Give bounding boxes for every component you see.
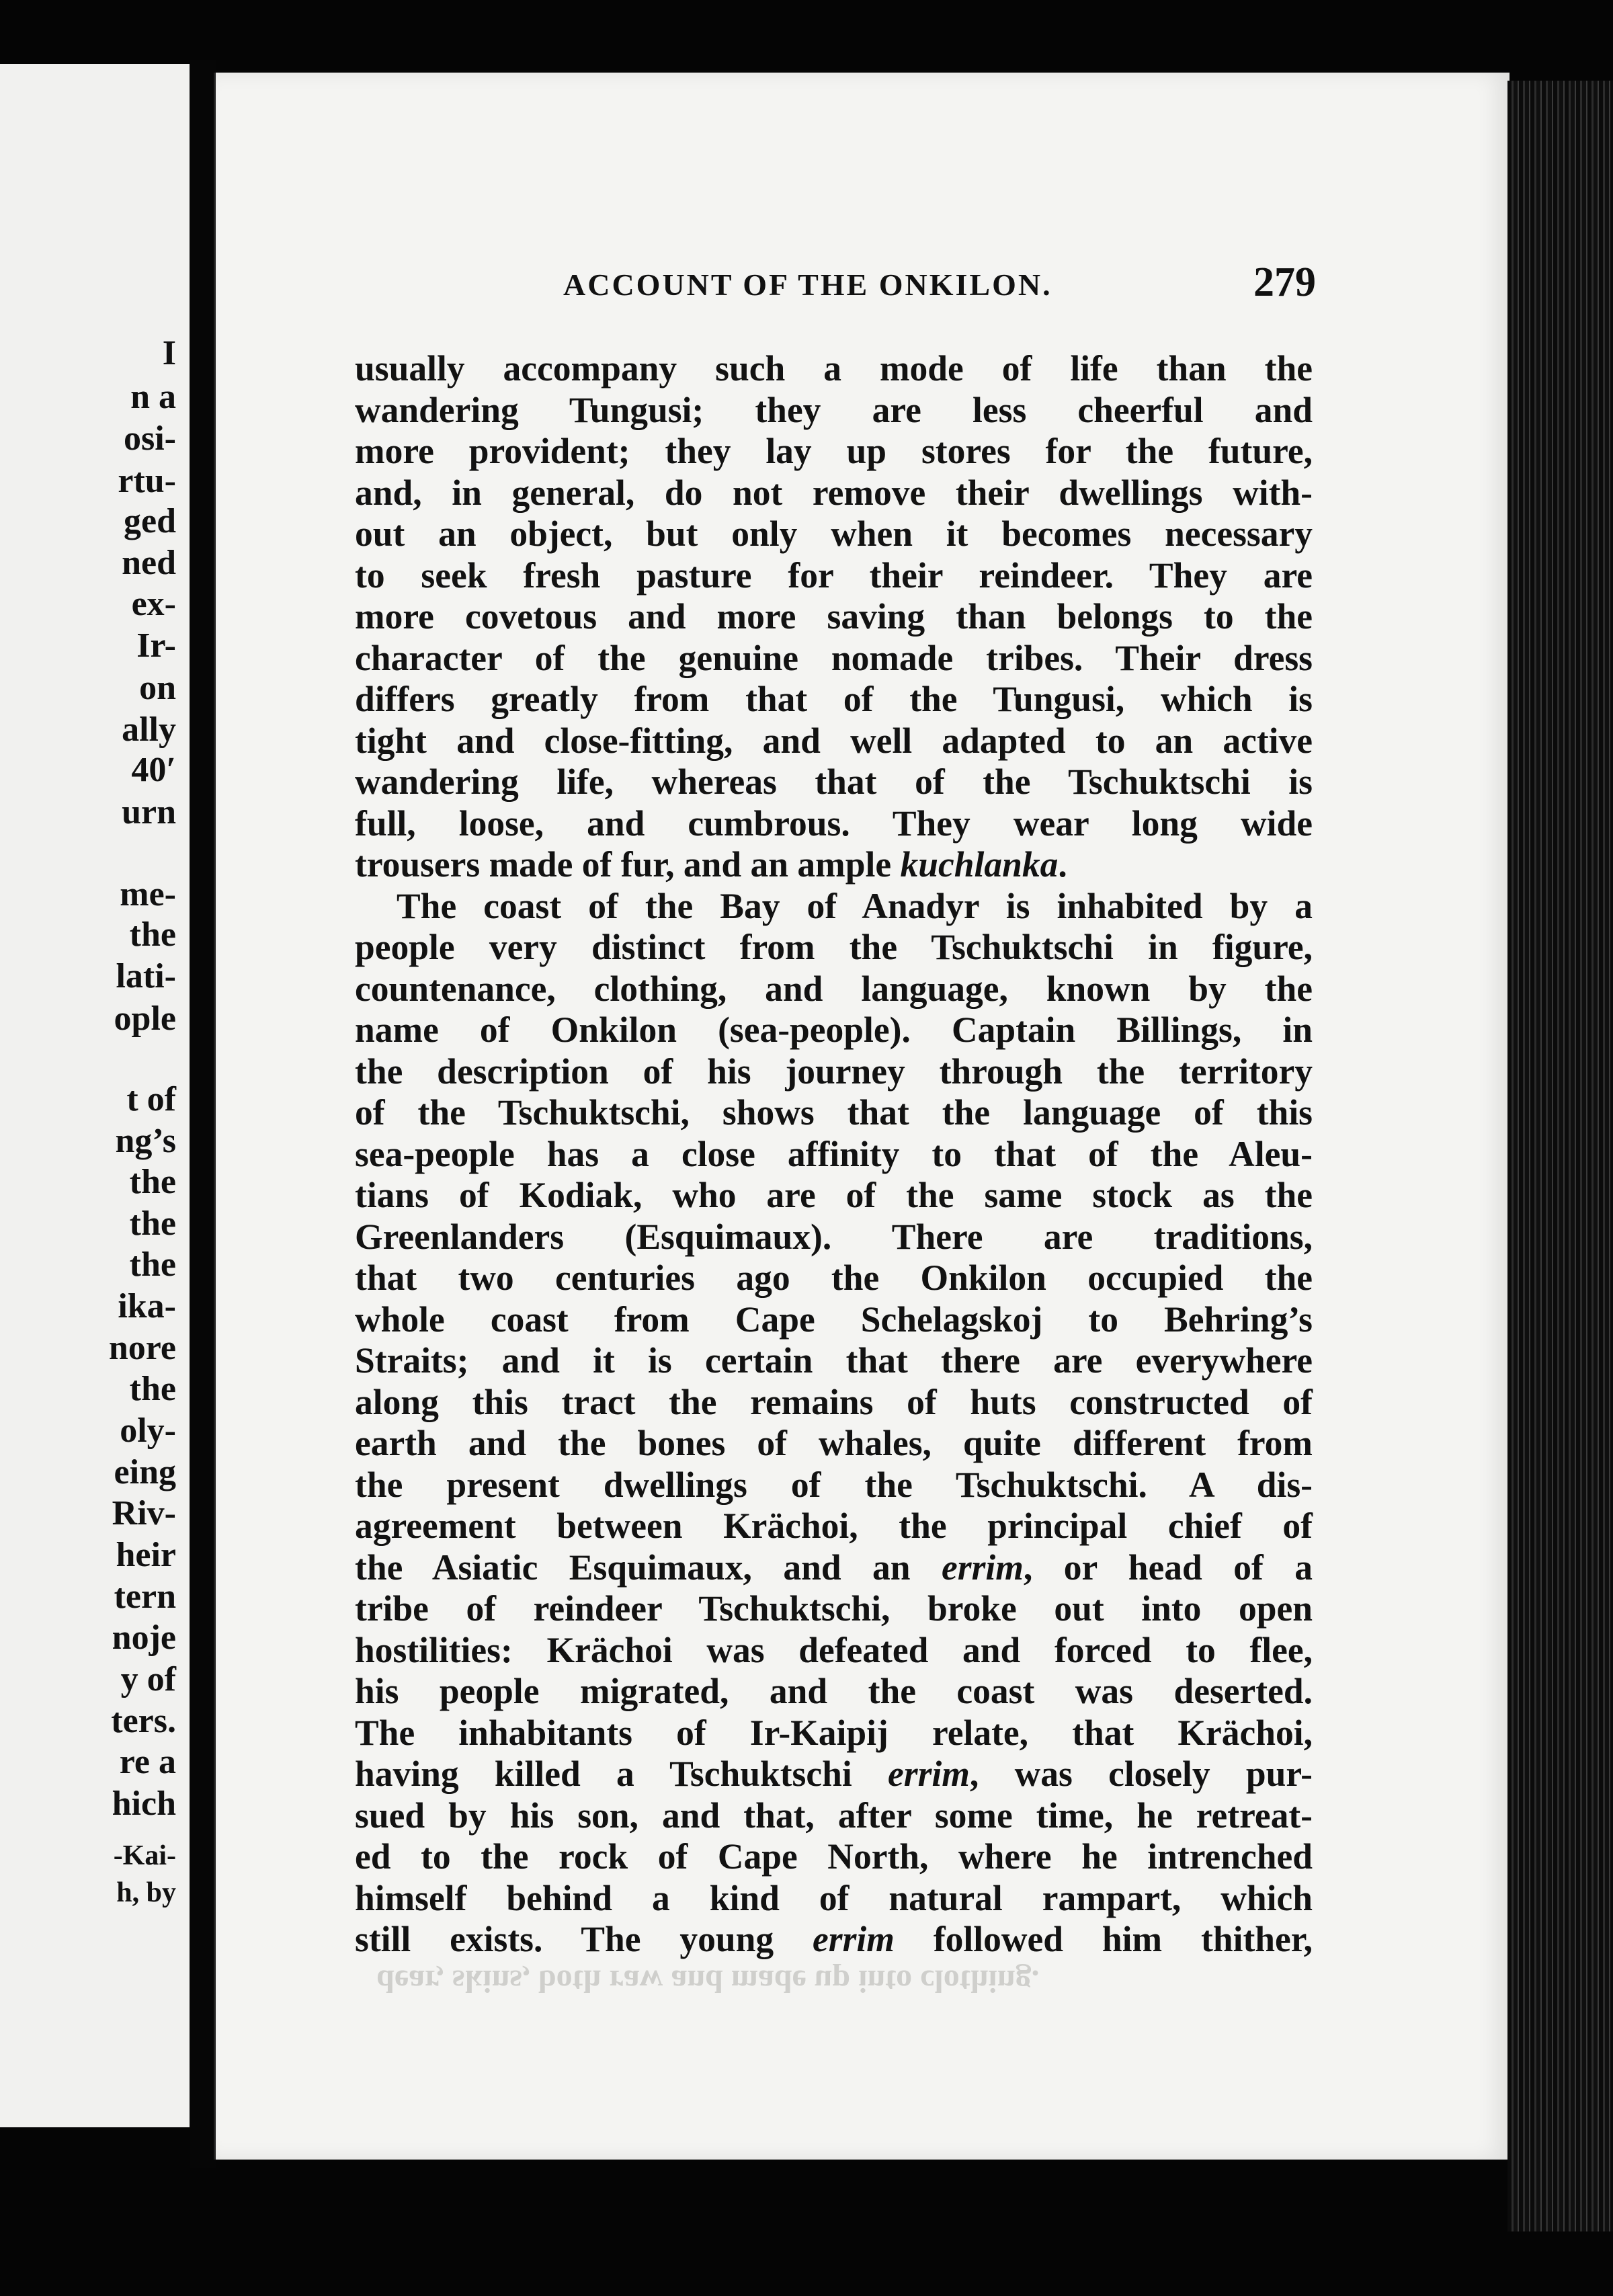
italic-term: errim bbox=[813, 1919, 895, 1959]
facing-page-line-fragment: Ir- bbox=[136, 626, 176, 665]
text-line: tians of Kodiak, who are of the same stock as the bbox=[355, 1175, 1313, 1215]
facing-page-line-fragment: osi- bbox=[124, 419, 176, 458]
facing-page-line-fragment: ned bbox=[122, 544, 176, 582]
text-line: the description of his journey through the territory bbox=[355, 1051, 1313, 1092]
text-line: differs greatly from that of the Tungusi, which is bbox=[355, 679, 1313, 719]
text-line: more covetous and more saving than belongs to the bbox=[355, 596, 1313, 637]
text-line: tight and close-fitting, and well adapted to an active bbox=[355, 720, 1313, 761]
text-line bbox=[355, 844, 1313, 886]
page-header bbox=[563, 259, 1316, 313]
facing-page-line-fragment: n a bbox=[130, 378, 176, 416]
book-edge bbox=[1507, 81, 1613, 2231]
facing-page-line-fragment: ika- bbox=[118, 1287, 176, 1325]
text-line: The inhabitants of Ir-Kaipij relate, that Krächoi, bbox=[355, 1712, 1313, 1753]
text-line: Straits; and it is certain that there are everywhere bbox=[355, 1340, 1313, 1381]
facing-page-line-fragment: -Kai- bbox=[113, 1840, 176, 1871]
text-segment: trousers made of fur, and an ample bbox=[355, 844, 901, 885]
book-gutter bbox=[190, 60, 216, 2168]
facing-page-line-fragment: ters. bbox=[111, 1702, 176, 1740]
text-line: himself behind a kind of natural rampart, which bbox=[355, 1877, 1313, 1918]
text-segment: the Asiatic Esquimaux, and an bbox=[355, 1547, 942, 1588]
page-number: 279 bbox=[1253, 259, 1316, 305]
facing-page-line-fragment: tern bbox=[114, 1577, 176, 1616]
text-line: of the Tschuktschi, shows that the language of this bbox=[355, 1092, 1313, 1133]
facing-page-line-fragment: the bbox=[129, 1204, 176, 1243]
text-line: his people migrated, and the coast was deserted. bbox=[355, 1671, 1313, 1711]
text-line bbox=[355, 1754, 1313, 1795]
text-line: wandering Tungusi; they are less cheerful and bbox=[355, 389, 1313, 430]
italic-term: kuchlanka bbox=[900, 844, 1059, 885]
text-line bbox=[355, 1919, 1313, 1961]
facing-page-line-fragment: nore bbox=[108, 1329, 176, 1367]
facing-page-line-fragment: ally bbox=[122, 710, 176, 749]
facing-page-line-fragment: I bbox=[162, 334, 176, 372]
facing-page-line-fragment: oly- bbox=[120, 1411, 176, 1450]
facing-page-line-fragment: 40′ bbox=[131, 751, 176, 789]
text-line: countenance, clothing, and language, known by the bbox=[355, 968, 1313, 1009]
running-head: ACCOUNT OF THE ONKILON. bbox=[563, 268, 1052, 302]
text-line: to seek fresh pasture for their reindeer. They are bbox=[355, 555, 1313, 596]
italic-term: errim bbox=[942, 1547, 1024, 1588]
text-line: hostilities: Krächoi was defeated and forced to flee, bbox=[355, 1629, 1313, 1670]
facing-page-fragment bbox=[0, 64, 194, 2127]
text-line: full, loose, and cumbrous. They wear long wide bbox=[355, 803, 1313, 844]
text-segment: still exists. The young bbox=[355, 1919, 813, 1959]
text-segment: followed him thither, bbox=[894, 1919, 1313, 1959]
text-line: more provident; they lay up stores for the future, bbox=[355, 431, 1313, 471]
text-line bbox=[355, 1547, 1313, 1589]
facing-page-line-fragment: h, by bbox=[116, 1877, 176, 1908]
text-line: ed to the rock of Cape North, where he intrenched bbox=[355, 1836, 1313, 1877]
text-line: the present dwellings of the Tschuktschi. A dis- bbox=[355, 1464, 1313, 1505]
text-line: Greenlanders (Esquimaux). There are traditions, bbox=[355, 1216, 1313, 1257]
facing-page-line-fragment: the bbox=[129, 915, 176, 954]
text-line: character of the genuine nomade tribes. Their dress bbox=[355, 637, 1313, 678]
facing-page-line-fragment: rtu- bbox=[118, 462, 176, 500]
text-line: agreement between Krächoi, the principal chief of bbox=[355, 1506, 1313, 1546]
facing-page-line-fragment: ng’s bbox=[115, 1122, 176, 1160]
facing-page-line-fragment: noje bbox=[112, 1618, 176, 1657]
text-line: along this tract the remains of huts constructed of bbox=[355, 1381, 1313, 1422]
text-line: name of Onkilon (sea-people). Captain Billings, in bbox=[355, 1010, 1313, 1050]
facing-page-line-fragment: heir bbox=[116, 1536, 176, 1574]
text-line: The coast of the Bay of Anadyr is inhabited by a bbox=[397, 885, 1313, 926]
text-line: that two centuries ago the Onkilon occupied the bbox=[355, 1258, 1313, 1298]
text-line: and, in general, do not remove their dwellings with- bbox=[355, 472, 1313, 513]
text-line: earth and the bones of whales, quite different from bbox=[355, 1423, 1313, 1463]
facing-page-line-fragment: me- bbox=[120, 875, 176, 913]
facing-page-line-fragment: the bbox=[129, 1163, 176, 1201]
text-line: wandering life, whereas that of the Tschuktschi is bbox=[355, 762, 1313, 802]
body-text bbox=[355, 348, 1313, 1961]
text-segment: , or head of a bbox=[1023, 1547, 1313, 1588]
text-line: out an object, but only when it becomes necessary bbox=[355, 514, 1313, 554]
italic-term: errim bbox=[888, 1754, 970, 1794]
text-line: whole coast from Cape Schelagskoj to Behring’s bbox=[355, 1299, 1313, 1340]
facing-page-line-fragment: ople bbox=[114, 999, 176, 1038]
facing-page-line-fragment: ged bbox=[124, 502, 176, 540]
facing-page-line-fragment: urn bbox=[122, 793, 176, 831]
text-line: usually accompany such a mode of life than the bbox=[355, 348, 1313, 388]
facing-page-line-fragment: ex- bbox=[131, 585, 176, 623]
facing-page-line-fragment: y of bbox=[120, 1660, 176, 1698]
text-segment: , was closely pur- bbox=[969, 1754, 1313, 1794]
text-line: people very distinct from the Tschuktschi in figure, bbox=[355, 927, 1313, 967]
facing-page-line-fragment: hich bbox=[112, 1785, 176, 1823]
facing-page-line-fragment: the bbox=[129, 1245, 176, 1284]
facing-page-line-fragment: eing bbox=[114, 1453, 176, 1491]
text-line: sued by his son, and that, after some time, he retreat- bbox=[355, 1795, 1313, 1836]
bleed-through-text: dear, skins, both raw and made up into clothing. bbox=[376, 1963, 1040, 1999]
text-segment: having killed a Tschuktschi bbox=[355, 1754, 888, 1794]
facing-page-line-fragment: t of bbox=[126, 1080, 176, 1118]
text-line: tribe of reindeer Tschuktschi, broke out into open bbox=[355, 1588, 1313, 1629]
facing-page-line-fragment: the bbox=[129, 1370, 176, 1408]
facing-page-line-fragment: re a bbox=[119, 1743, 176, 1781]
facing-page-line-fragment: on bbox=[139, 669, 176, 707]
facing-page-line-fragment: lati- bbox=[116, 957, 176, 995]
text-segment: . bbox=[1058, 844, 1067, 885]
facing-page-line-fragment: Riv- bbox=[112, 1494, 176, 1532]
text-line: sea-people has a close affinity to that of the Aleu- bbox=[355, 1133, 1313, 1174]
